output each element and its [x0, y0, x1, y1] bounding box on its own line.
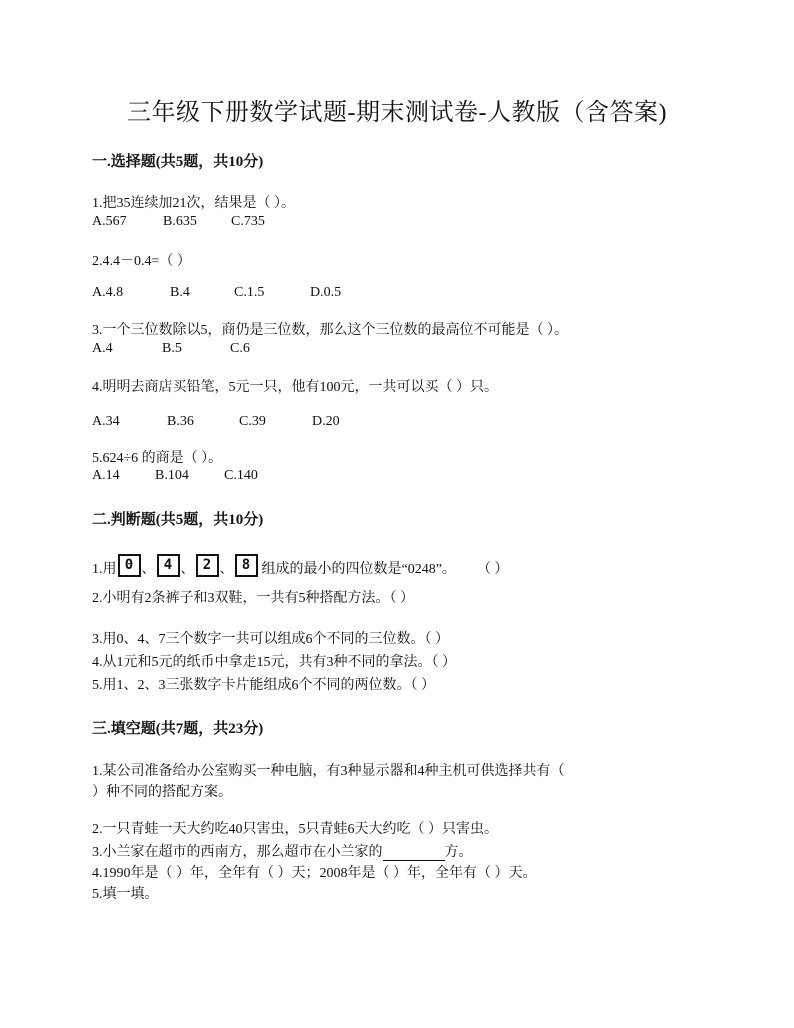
digit-card-4: 4	[157, 554, 180, 577]
separator: 、	[141, 562, 156, 577]
digit-card-0: 0	[118, 554, 141, 577]
option: B.104	[155, 468, 189, 483]
question-suffix: 组成的最小的四位数是“0248”。	[261, 562, 456, 577]
option: B.5	[162, 341, 182, 356]
options-row	[92, 285, 341, 301]
question-text: 2.4.4－0.4=（ ）	[92, 254, 191, 269]
question-text: 3.一个三位数除以5，商仍是三位数，那么这个三位数的最高位不可能是（ ）。	[92, 323, 568, 338]
option: B.36	[167, 414, 194, 429]
page-title: 三年级下册数学试题-期末测试卷-人教版（含答案)	[127, 100, 667, 126]
judgement-question-3: 3.用0、4、7三个数字一共可以组成6个不同的三位数。（ ）	[92, 632, 449, 647]
fill-question-4: 4.1990年是（ ）年，全年有（ ）天；2008年是（ ）年，全年有（ ）天。	[92, 866, 537, 881]
digit-card-2: 2	[196, 554, 219, 577]
separator: 、	[219, 562, 234, 577]
answer-paren: （ ）	[483, 562, 509, 577]
option: A.34	[92, 414, 120, 429]
judgement-question-5: 5.用1、2、3三张数字卡片能组成6个不同的两位数。（ ）	[92, 678, 435, 693]
judgement-question-1	[92, 554, 508, 578]
digit-card-8: 8	[235, 554, 258, 577]
fill-question-5: 5.填一填。	[92, 887, 159, 902]
option: D.0.5	[310, 285, 342, 300]
options-row	[92, 214, 265, 230]
options-row	[92, 468, 258, 484]
question-text: 4.明明去商店买铅笔，5元一只，他有100元，一共可以买（ ）只。	[92, 380, 498, 395]
option: D.20	[312, 414, 340, 429]
question-suffix: 方。	[444, 845, 473, 860]
question-text: 5.624÷6 的商是（ ）。	[92, 451, 223, 466]
section-heading-judgement: 二.判断题(共5题，共10分)	[92, 512, 264, 528]
fill-question-2: 2.一只青蛙一天大约吃40只害虫，5只青蛙6天大约吃（ ）只害虫。	[92, 822, 498, 837]
question-prefix: 3.小兰家在超市的西南方，那么超市在小兰家的	[92, 845, 383, 860]
question-text: 1.把35连续加21次，结果是（ ）。	[92, 196, 295, 211]
fill-question-1-line-1: 1.某公司准备给办公室购买一种电脑，有3种显示器和4种主机可供选择共有（	[92, 764, 565, 779]
section-heading-choice: 一.选择题(共5题，共10分)	[92, 154, 264, 170]
option: A.14	[92, 468, 120, 483]
answer-blank	[383, 846, 445, 861]
options-row	[92, 414, 340, 430]
fill-question-3	[92, 841, 473, 861]
separator: 、	[180, 562, 195, 577]
option: C.1.5	[234, 285, 265, 300]
option: A.4	[92, 341, 113, 356]
question-prefix: 1.用	[92, 562, 117, 577]
option: C.39	[239, 414, 266, 429]
option: A.567	[92, 214, 127, 229]
options-row	[92, 341, 250, 357]
option: C.140	[224, 468, 258, 483]
option: B.635	[163, 214, 197, 229]
option: C.735	[231, 214, 265, 229]
option: A.4.8	[92, 285, 124, 300]
option: B.4	[170, 285, 190, 300]
option: C.6	[230, 341, 250, 356]
fill-question-1-line-2: ）种不同的搭配方案。	[92, 785, 232, 800]
judgement-question-2: 2.小明有2条裤子和3双鞋，一共有5种搭配方法。（ ）	[92, 591, 414, 606]
judgement-question-4: 4.从1元和5元的纸币中拿走15元，共有3种不同的拿法。（ ）	[92, 655, 456, 670]
section-heading-fill-blank: 三.填空题(共7题，共23分)	[92, 721, 264, 737]
